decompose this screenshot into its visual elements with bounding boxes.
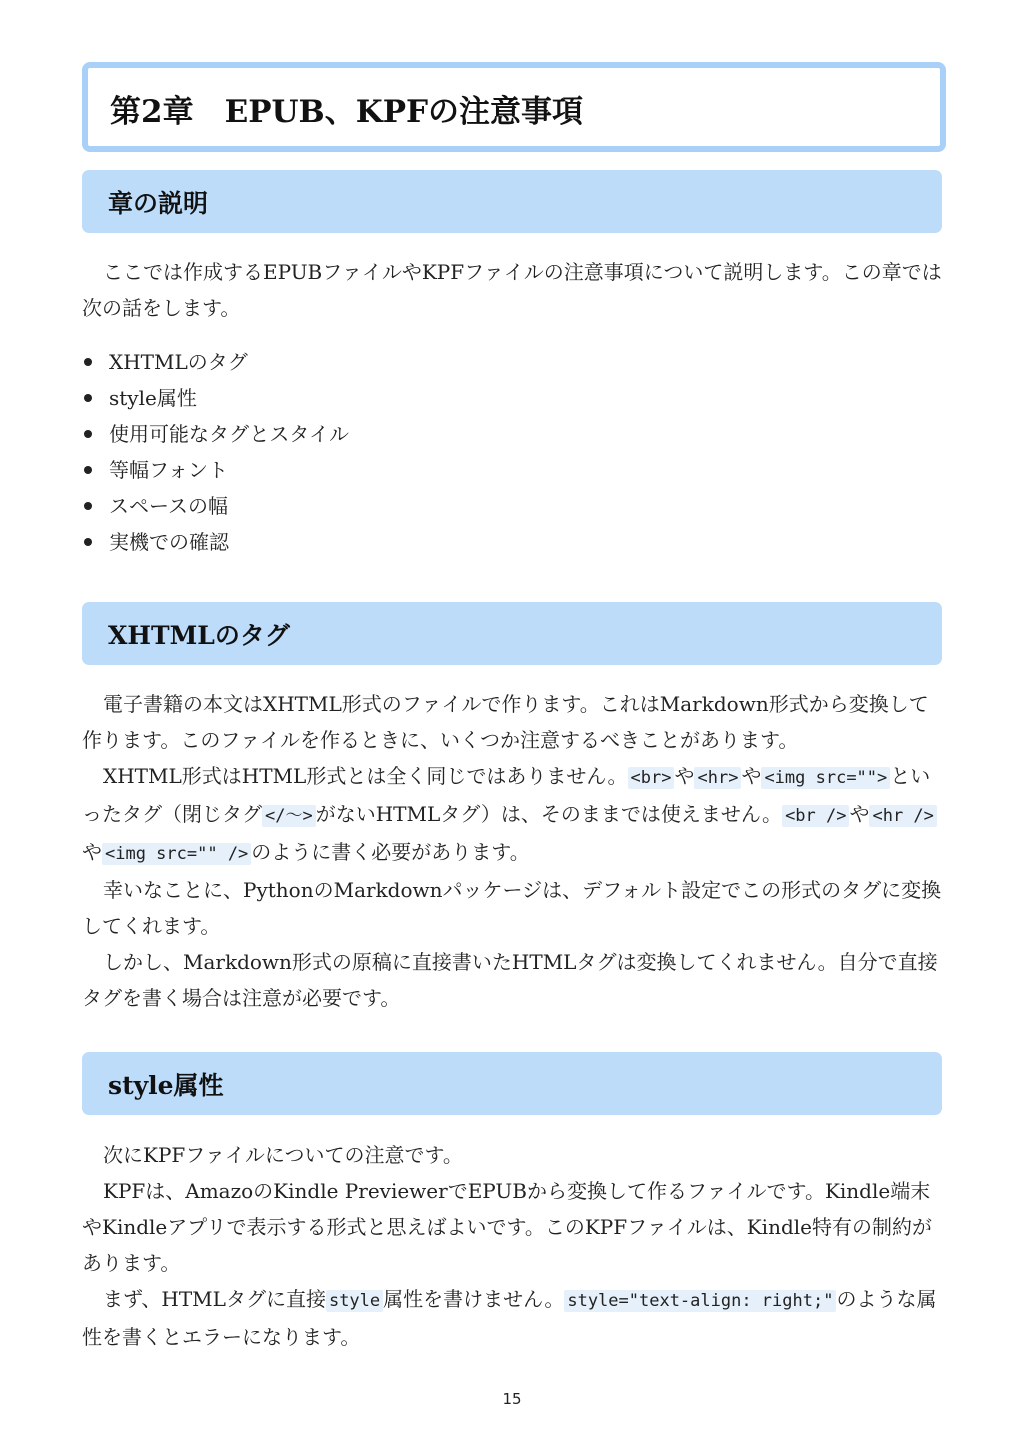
xhtml-text <box>82 686 944 1016</box>
text-span: や <box>741 764 762 788</box>
code-br: <br> <box>628 767 675 789</box>
paragraph: 電子書籍の本文はXHTML形式のファイルで作ります。これはMarkdown形式から変換して作ります。このファイルを作るときに、いくつか注意するべきことがあります。 <box>82 692 929 752</box>
text-span: や <box>82 840 102 864</box>
text-span: まず、HTMLタグに直接 <box>103 1287 326 1311</box>
style-text <box>82 1137 944 1355</box>
paragraph: 幸いなことに、PythonのMarkdownパッケージは、デフォルト設定でこの形式のタグに変換してくれます。 <box>82 878 942 938</box>
list-item: 等幅フォント <box>82 452 349 488</box>
paragraph: しかし、Markdown形式の原稿に直接書いたHTMLタグは変換してくれません。自分で直接タグを書く場合は注意が必要です。 <box>82 950 938 1010</box>
section-header-intro <box>82 170 942 233</box>
paragraph <box>82 1281 944 1355</box>
section-header-xhtml <box>82 602 942 665</box>
list-item: XHTMLのタグ <box>82 344 349 380</box>
text-span: のように書く必要があります。 <box>251 840 530 864</box>
list-item: 使用可能なタグとスタイル <box>82 416 349 452</box>
text-span: のような属性を書くとエラーになります。 <box>82 1287 937 1349</box>
text-span: 属性を書けません。 <box>383 1287 565 1311</box>
section-heading-intro: 章の説明 <box>108 189 209 218</box>
code-style-example: style="text-align: right;" <box>564 1290 836 1312</box>
text-span: がないHTMLタグ）は、そのままでは使えません。 <box>315 802 783 826</box>
text-span: や <box>674 764 695 788</box>
code-br-selfclose: <br /> <box>782 805 849 827</box>
intro-text <box>82 254 944 326</box>
paragraph: ここでは作成するEPUBファイルやKPFファイルの注意事項について説明します。この章では次の話をします。 <box>82 260 942 320</box>
text-span: XHTML形式はHTML形式とは全く同じではありません。 <box>103 764 628 788</box>
code-hr-selfclose: <hr /> <box>869 805 936 827</box>
code-img-selfclose: <img src="" /> <box>102 843 251 865</box>
page-number: 15 <box>502 1390 522 1408</box>
code-style: style <box>326 1290 383 1312</box>
paragraph <box>82 758 944 872</box>
topic-list <box>82 344 349 560</box>
list-item: スペースの幅 <box>82 488 349 524</box>
section-heading-style: style属性 <box>108 1071 224 1100</box>
paragraph: KPFは、AmazoのKindle PreviewerでEPUBから変換して作るファイルです。Kindle端末やKindleアプリで表示する形式と思えばよいです。このKPFファイルは、Kindle特有の制約があります。 <box>82 1179 932 1275</box>
code-close-tag: </〜> <box>262 805 316 827</box>
chapter-title-box <box>82 62 946 152</box>
list-item: 実機での確認 <box>82 524 349 560</box>
chapter-title: 第2章 EPUB、KPFの注意事項 <box>110 94 584 130</box>
list-item: style属性 <box>82 380 349 416</box>
code-img: <img src=""> <box>761 767 890 789</box>
text-span: や <box>849 802 870 826</box>
code-hr: <hr> <box>694 767 741 789</box>
text-span: といったタグ（閉じタグ <box>82 764 931 826</box>
paragraph: 次にKPFファイルについての注意です。 <box>103 1143 463 1167</box>
section-header-style <box>82 1052 942 1115</box>
section-heading-xhtml: XHTMLのタグ <box>108 621 290 650</box>
